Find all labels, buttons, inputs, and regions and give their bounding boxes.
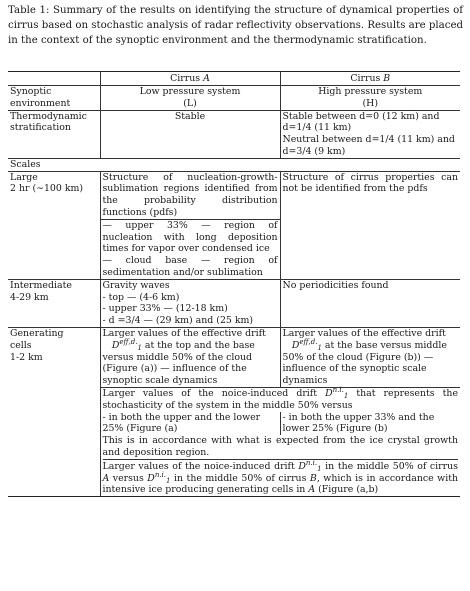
row-thermodynamic xyxy=(8,110,460,158)
intermediate-b: No periodicities found xyxy=(280,279,460,327)
generating-b-effective: Larger values of the effective drift $D^{eff,d.}_1$ at the base versus middle 50% of the cloud (Figure (b)) — influence of the synoptic scale dynamics xyxy=(280,327,460,387)
generating-label: Generating cells 1-2 km xyxy=(8,327,100,496)
thermo-label: Thermodynamic stratification xyxy=(8,110,100,158)
row-scales xyxy=(8,158,460,171)
results-table xyxy=(8,71,460,497)
synoptic-a: Low pressure system (L) xyxy=(100,86,280,111)
noise-b: - in both the upper 33% and the lower 25% (Figure (b) xyxy=(280,412,460,436)
noise-drift-symbol: $D^{n.i.}_1$ xyxy=(325,385,349,400)
synoptic-label: Synoptic environment xyxy=(8,86,100,111)
thermo-a: Stable xyxy=(100,110,280,158)
row-large xyxy=(8,171,460,219)
row-synoptic xyxy=(8,86,460,111)
generating-final: This is in accordance with what is expected from the ice crystal growth and deposition region. Larger values of the noice-induced drift $D^{n.i.}_1$ in the middle 50% of cirrus A versus $D^{n.i.}_1$ in the middle 50% of cirrus B, which is in accordance with intensive ice producing generating cells in A (Figure (a,b) xyxy=(100,435,460,496)
noise-drift-symbol: $D^{n.i.}_1$ xyxy=(298,458,322,473)
effective-drift-symbol: $D^{eff,d.}_1$ xyxy=(111,337,142,352)
noise-induced-span: Larger values of the noice-induced drift $D^{n.i.}_1$ that represents the stochasticity of the system in the middle 50% versus xyxy=(100,387,460,411)
effective-drift-symbol: $D^{eff,d.}_1$ xyxy=(291,337,322,352)
row-generating xyxy=(8,327,460,387)
header-cirrus-b: Cirrus B xyxy=(280,72,460,86)
noise-drift-symbol: $D^{n.i.}_1$ xyxy=(147,470,171,485)
large-a2: — upper 33% — region of nucleation with long deposition times for vapor over condensed ice — cloud base — region of sedimentation and/or sublimation xyxy=(100,219,280,279)
scales-label: Scales xyxy=(8,158,100,171)
large-a1: Structure of nucleation-growth-sublimation regions identified from the probability distribution functions (pdfs) xyxy=(100,171,280,219)
large-b1: Structure of cirrus properties can not be identified from the pdfs xyxy=(280,171,460,219)
intermediate-label: Intermediate 4-29 km xyxy=(8,279,100,327)
thermo-b: Stable between d=0 (12 km) and d=1/4 (11 km) Neutral between d=1/4 (11 km) and d=3/4 (9 km) xyxy=(280,110,460,158)
header-cirrus-a: Cirrus A xyxy=(100,72,280,86)
large-label: Large 2 hr (∼100 km) xyxy=(10,171,84,195)
generating-a-effective: Larger values of the effective drift $D^{eff,d.}_1$ at the top and the base versus middle 50% of the cloud (Figure (a)) — influence of the synoptic scale dynamics xyxy=(100,327,280,387)
row-intermediate xyxy=(8,279,460,327)
table-caption: Table 1: Summary of the results on identifying the structure of dynamical properties of cirrus based on stochastic analysis of radar reflectivity observations. Results are placed in the context of the synoptic environment and the thermodynamic stratification. xyxy=(8,5,463,46)
noise-a: - in both the upper and the lower 25% (Figure (a) xyxy=(100,412,280,436)
intermediate-a: Gravity waves - top — (4-6 km) - upper 33% — (12-18 km) - d =3/4 — (29 km) and (25 km) xyxy=(100,279,280,327)
synoptic-b: High pressure system (H) xyxy=(280,86,460,111)
table-header-row xyxy=(8,72,460,86)
